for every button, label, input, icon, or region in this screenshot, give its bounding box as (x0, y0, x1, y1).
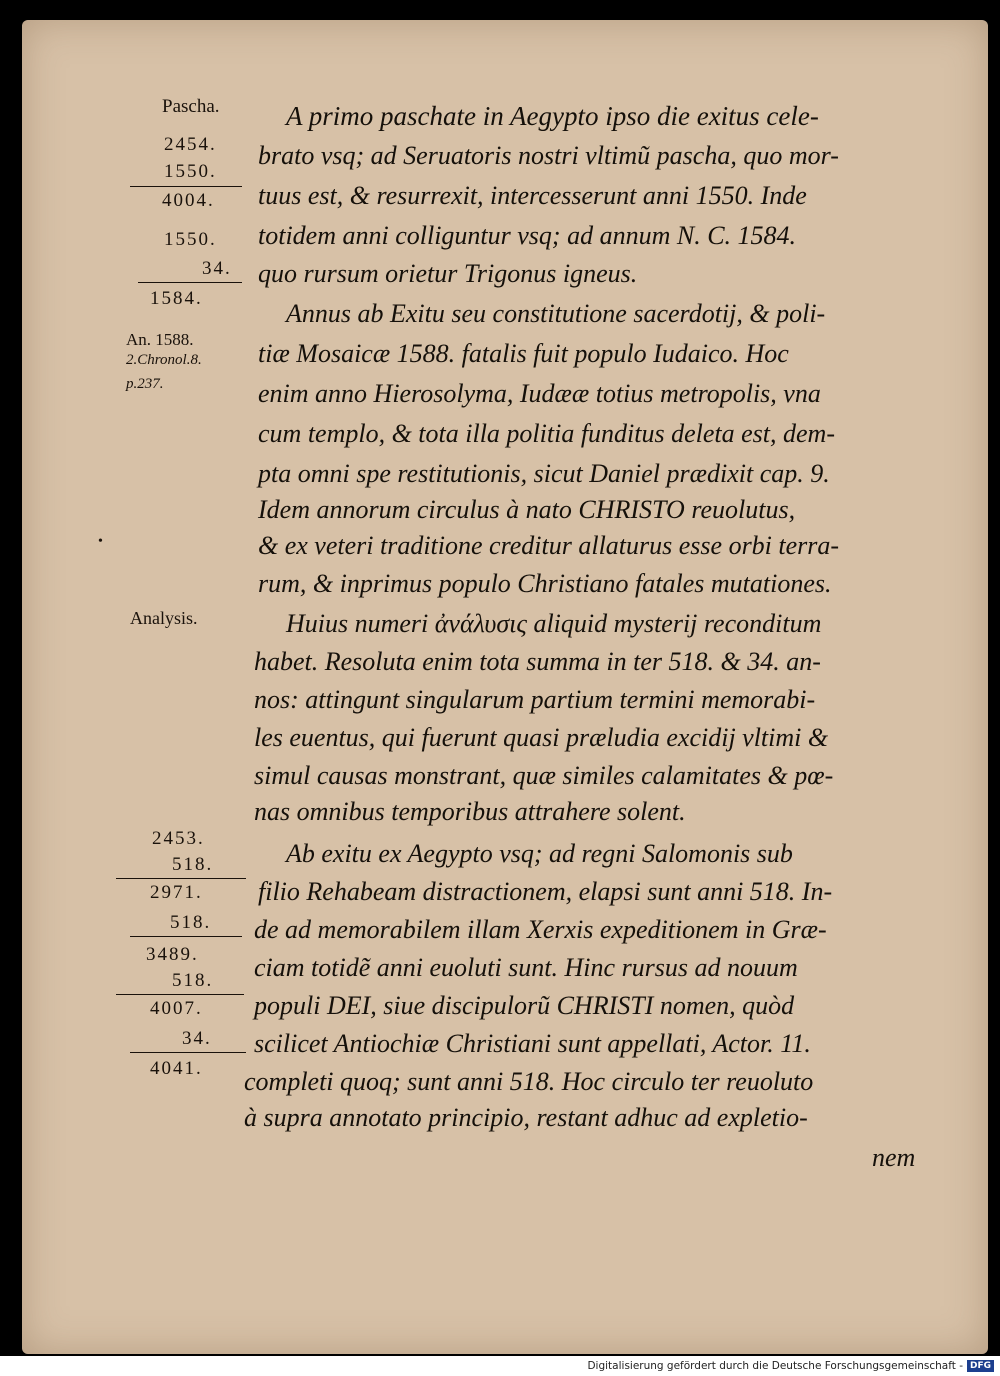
text-line: les euentus, qui fuerunt quasi præludia excidij vltimi & (254, 723, 829, 752)
text-line: brato vsq; ad Seruatoris nostri vltimũ pascha, quo mor- (258, 141, 839, 170)
text-line: Ab exitu ex Aegypto vsq; ad regni Salomonis sub (286, 839, 793, 868)
calc1-rule (138, 282, 242, 283)
book-page (22, 20, 988, 1354)
text-line: enim anno Hierosolyma, Iudææ totius metropolis, vna (258, 379, 821, 408)
text-line: cum templo, & tota illa politia funditus deleta est, dem- (258, 419, 835, 448)
text-line: rum, & inprimus populo Christiano fatales mutationes. (258, 569, 832, 598)
calc1-number: 2454. (164, 134, 217, 155)
text-line: totidem anni colliguntur vsq; ad annum N. C. 1584. (258, 221, 797, 250)
digitization-footer (0, 1356, 1000, 1376)
text-line: tuus est, & resurrexit, intercesserunt anni 1550. Inde (258, 181, 807, 210)
margin-label-pascha: Pascha. (162, 96, 220, 117)
text-line: pta omni spe restitutionis, sicut Daniel prædixit cap. 9. (258, 459, 830, 488)
text-line: simul causas monstrant, quæ similes calamitates & pœ- (254, 761, 834, 790)
calc1-rule (130, 186, 242, 187)
calc1-number: 1550. (164, 229, 217, 250)
ink-dot-mark: • (98, 534, 103, 549)
calc2-number: 34. (182, 1028, 212, 1049)
text-line: tiæ Mosaicæ 1588. fatalis fuit populo Iudaico. Hoc (258, 339, 789, 368)
text-line: Huius numeri ἀνάλυσις aliquid mysterij reconditum (286, 609, 822, 638)
text-line: nos: attingunt singularum partium termini memorabi- (254, 685, 816, 714)
calc2-number: 518. (170, 912, 212, 933)
margin-label-chronol: 2.Chronol.8. (126, 352, 202, 368)
footer-text: Digitalisierung gefördert durch die Deutsche Forschungsgemeinschaft - (587, 1360, 963, 1372)
calc1-number: 1584. (150, 288, 203, 309)
text-line: quo rursum orietur Trigonus igneus. (258, 259, 638, 288)
text-line: de ad memorabilem illam Xerxis expeditionem in Græ- (254, 915, 827, 944)
calc2-number: 518. (172, 854, 214, 875)
text-line: & ex veteri traditione creditur allaturus esse orbi terra- (258, 531, 840, 560)
text-line: nas omnibus temporibus attrahere solent. (254, 797, 686, 826)
calc2-number: 518. (172, 970, 214, 991)
calc2-number: 4041. (150, 1058, 203, 1079)
dfg-logo: DFG (967, 1360, 994, 1372)
text-line: filio Rehabeam distractionem, elapsi sunt anni 518. In- (258, 877, 833, 906)
calc2-number: 2971. (150, 882, 203, 903)
margin-label-analysis: Analysis. (130, 608, 198, 628)
calc2-number: 4007. (150, 998, 203, 1019)
text-line: scilicet Antiochiæ Christiani sunt appellati, Actor. 11. (254, 1029, 811, 1058)
calc2-rule (116, 878, 246, 879)
text-line: ciam totidẽ anni euoluti sunt. Hinc rursus ad nouum (254, 953, 798, 982)
calc2-rule (130, 936, 242, 937)
calc1-number: 1550. (164, 161, 217, 182)
margin-label-an-1588: An. 1588. (126, 330, 194, 349)
calc2-rule (130, 1052, 246, 1053)
calc2-rule (116, 994, 244, 995)
margin-label-page-ref: p.237. (126, 376, 164, 392)
calc2-number: 3489. (146, 944, 199, 965)
text-line: à supra annotato principio, restant adhuc ad expletio- (244, 1103, 808, 1132)
text-line: A primo paschate in Aegypto ipso die exitus cele- (286, 101, 819, 131)
catchword: nem (872, 1143, 916, 1172)
text-line: Idem annorum circulus à nato CHRISTO reuolutus, (258, 495, 796, 524)
text-line: populi DEI, siue discipulorũ CHRISTI nomen, quòd (254, 991, 795, 1020)
text-line: habet. Resoluta enim tota summa in ter 518. & 34. an- (254, 647, 821, 676)
text-line: completi quoq; sunt anni 518. Hoc circulo ter reuoluto (244, 1067, 814, 1096)
calc1-number: 34. (202, 258, 232, 279)
calc1-number: 4004. (162, 190, 215, 211)
calc2-number: 2453. (152, 828, 205, 849)
text-line: Annus ab Exitu seu constitutione sacerdotij, & poli- (286, 299, 826, 328)
